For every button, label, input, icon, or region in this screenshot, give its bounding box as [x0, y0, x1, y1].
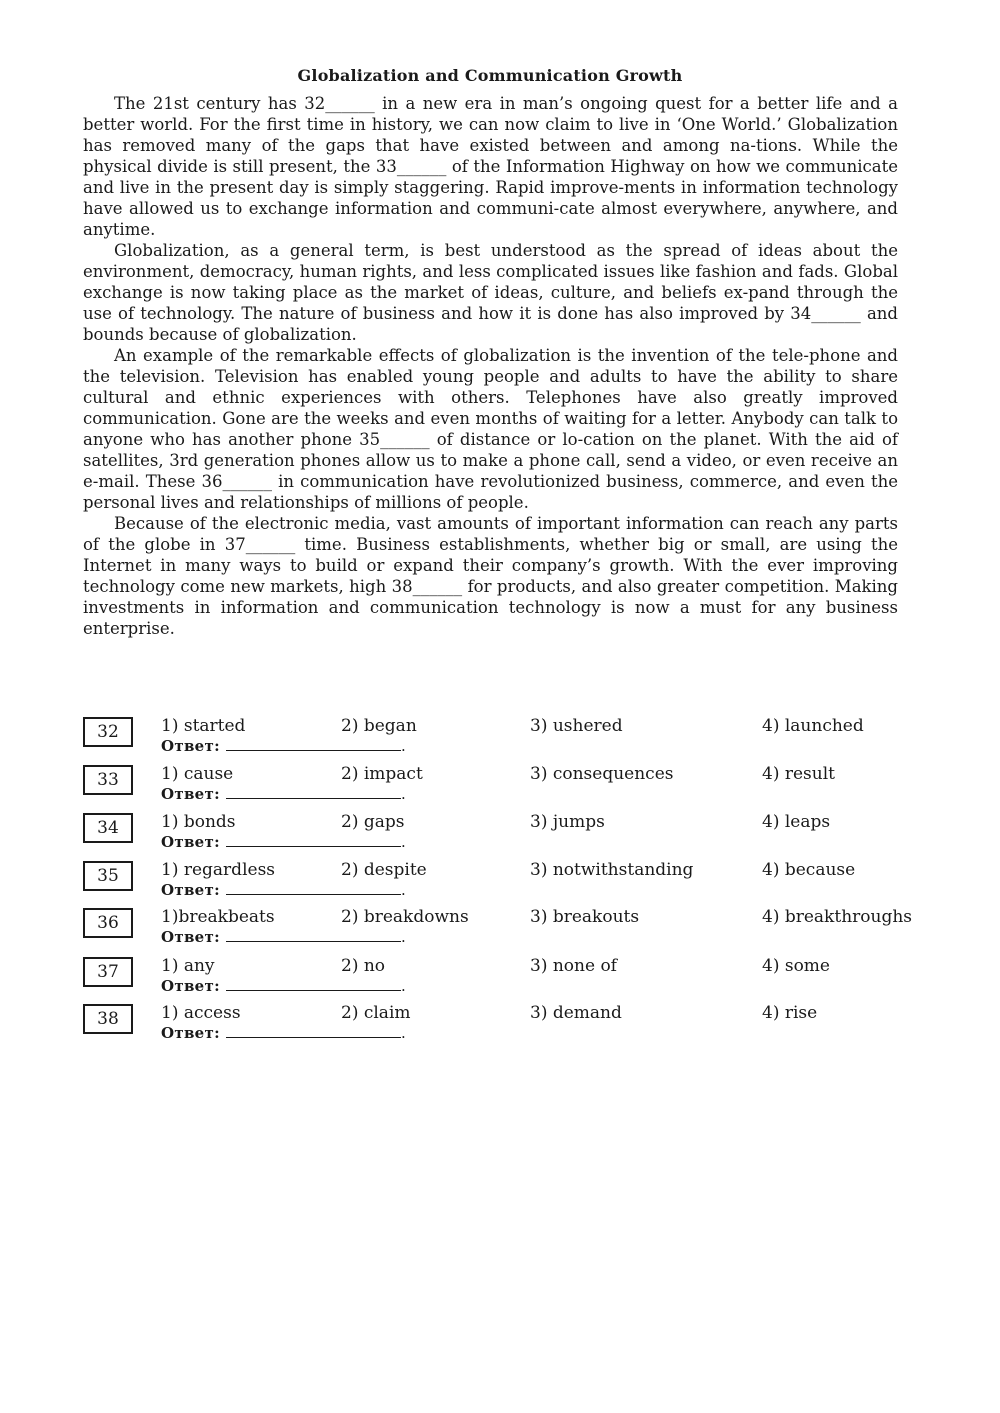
answer-line: [161, 1023, 406, 1042]
question-number-box: 32: [83, 717, 133, 747]
passage-paragraph: The 21st century has 32______ in a new era in man’s ongoing quest for a better life and a better world. For the first time in history, we can now claim to live in ‘One World.’ Globalization has removed many of the gaps that have existed between and among na-tions. While the physical divide is still present, the 33______ of the Information Highway on how we communicate and live in the present day is simply staggering. Rapid improve-ments in information technology have allowed us to exchange information and communi-cate almost everywhere, anywhere, and anytime.: [83, 94, 898, 239]
option-4: 4) some: [762, 956, 830, 976]
option-4: 4) because: [762, 860, 856, 880]
answer-line: [161, 976, 406, 995]
option-2: 2) despite: [341, 860, 427, 880]
option-2: 2) claim: [341, 1003, 411, 1023]
passage-paragraph: An example of the remarkable effects of globalization is the invention of the tele-phone and the television. Television has enabled young people and adults to have the ability to share cultural and ethnic experiences with others. Telephones have also greatly improved communication. Gone are the weeks and even months of waiting for a letter. Anybody can talk to anyone who has another phone 35______ of distance or lo-cation on the planet. With the aid of satellites, 3rd generation phones allow us to make a phone call, send a video, or even receive an e-mail. These 36______ in communication have revolutionized business, commerce, and even the personal lives and relationships of millions of people.: [83, 346, 898, 512]
question-row-38: [0, 1003, 1000, 1051]
answer-end: .: [400, 928, 407, 946]
option-2: 2) impact: [341, 764, 423, 784]
page-title: Globalization and Communication Growth: [297, 66, 683, 85]
question-number-box: 36: [83, 908, 133, 938]
option-3: 3) ushered: [530, 716, 623, 736]
answer-label: Ответ:: [161, 833, 220, 851]
question-row-34: [0, 812, 1000, 860]
question-number-box: 33: [83, 765, 133, 795]
answer-blank[interactable]: [226, 927, 401, 942]
answer-line: [161, 736, 406, 755]
answer-blank[interactable]: [226, 1023, 401, 1038]
passage-paragraph: Because of the electronic media, vast amounts of important information can reach any parts of the globe in 37______ time. Business establishments, whether big or small, are using the Internet in many ways to build or expand their company’s growth. With the ever improving technology come new markets, high 38______ for products, and also greater competition. Making investments in information and communication technology is now a must for any business enterprise.: [83, 514, 898, 638]
option-4: 4) result: [762, 764, 835, 784]
answer-label: Ответ:: [161, 928, 220, 946]
option-1: 1) any: [161, 956, 215, 976]
option-1: 1)breakbeats: [161, 907, 275, 927]
option-2: 2) no: [341, 956, 386, 976]
answer-line: [161, 784, 406, 803]
answer-end: .: [400, 1024, 407, 1042]
answer-line: [161, 880, 406, 899]
question-row-35: [0, 860, 1000, 908]
question-row-32: [0, 716, 1000, 764]
answer-label: Ответ:: [161, 1024, 220, 1042]
option-3: 3) demand: [530, 1003, 622, 1023]
option-1: 1) cause: [161, 764, 234, 784]
option-3: 3) consequences: [530, 764, 674, 784]
option-2: 2) breakdowns: [341, 907, 469, 927]
answer-end: .: [400, 785, 407, 803]
answer-end: .: [400, 881, 407, 899]
answer-label: Ответ:: [161, 737, 220, 755]
question-number-box: 38: [83, 1004, 133, 1034]
answer-blank[interactable]: [226, 784, 401, 799]
option-4: 4) launched: [762, 716, 864, 736]
passage-paragraph: Globalization, as a general term, is best understood as the spread of ideas about the environment, democracy, human rights, and less complicated issues like fashion and fads. Global exchange is now taking place as the market of ideas, culture, and beliefs ex-pand through the use of technology. The nature of business and how it is done has also improved by 34______ and bounds because of globalization.: [83, 241, 898, 344]
answer-line: [161, 832, 406, 851]
option-1: 1) bonds: [161, 812, 236, 832]
answer-blank[interactable]: [226, 976, 401, 991]
option-1: 1) regardless: [161, 860, 276, 880]
option-3: 3) jumps: [530, 812, 605, 832]
question-row-33: [0, 764, 1000, 812]
answer-blank[interactable]: [226, 736, 401, 751]
option-4: 4) breakthroughs: [762, 907, 913, 927]
answer-blank[interactable]: [226, 832, 401, 847]
option-2: 2) began: [341, 716, 417, 736]
answer-label: Ответ:: [161, 785, 220, 803]
option-4: 4) rise: [762, 1003, 818, 1023]
option-1: 1) access: [161, 1003, 241, 1023]
option-2: 2) gaps: [341, 812, 405, 832]
answer-line: [161, 927, 406, 946]
option-3: 3) notwithstanding: [530, 860, 694, 880]
option-1: 1) started: [161, 716, 246, 736]
option-3: 3) breakouts: [530, 907, 640, 927]
answer-blank[interactable]: [226, 880, 401, 895]
question-number-box: 34: [83, 813, 133, 843]
answer-end: .: [400, 833, 407, 851]
option-4: 4) leaps: [762, 812, 831, 832]
question-row-37: [0, 956, 1000, 1004]
answer-label: Ответ:: [161, 881, 220, 899]
question-number-box: 35: [83, 861, 133, 891]
answer-end: .: [400, 977, 407, 995]
question-number-box: 37: [83, 957, 133, 987]
reading-passage: [83, 93, 898, 639]
question-row-36: [0, 907, 1000, 955]
answer-end: .: [400, 737, 407, 755]
answer-label: Ответ:: [161, 977, 220, 995]
option-3: 3) none of: [530, 956, 617, 976]
